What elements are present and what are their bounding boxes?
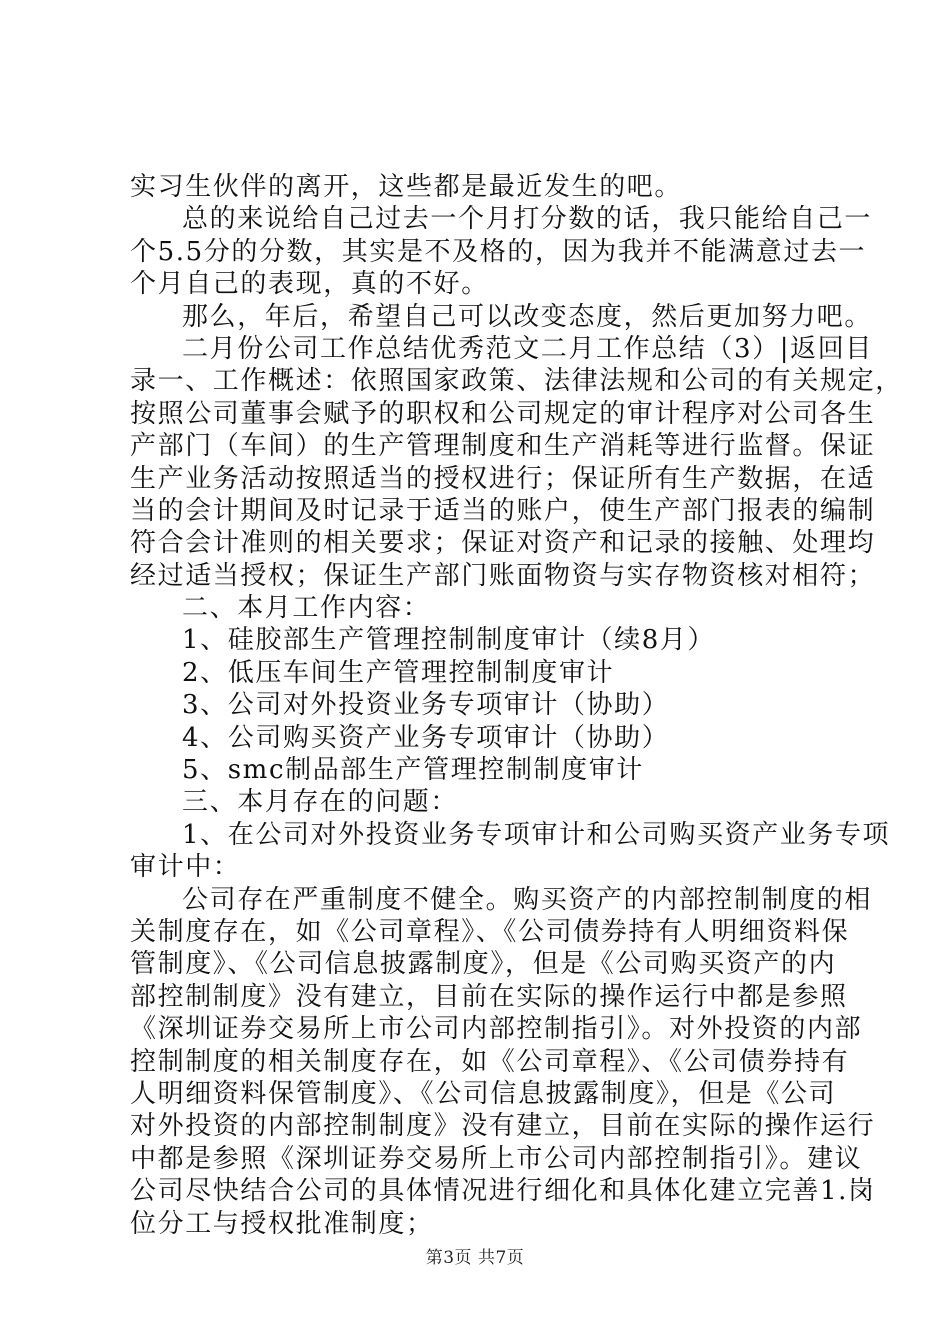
text-line: 总的来说给自己过去一个月打分数的话，我只能给自己一 bbox=[182, 204, 873, 235]
text-line: 4、公司购买资产业务专项审计（协助） bbox=[182, 722, 670, 753]
text-line: 位分工与授权批准制度； bbox=[130, 1208, 434, 1239]
text-line: 二月份公司工作总结优秀范文二月工作总结（3）|返回目 bbox=[182, 333, 873, 364]
text-line: 《深圳证券交易所上市公司内部控制指引》。对外投资的内部 bbox=[130, 1014, 863, 1045]
text-line: 公司存在严重制度不健全。购买资产的内部控制制度的相 bbox=[182, 884, 873, 915]
text-line: 二、本月工作内容： bbox=[182, 593, 431, 624]
text-line: 三、本月存在的问题： bbox=[182, 787, 459, 818]
text-line: 2、低压车间生产管理控制制度审计 bbox=[182, 657, 615, 688]
text-line: 按照公司董事会赋予的职权和公司规定的审计程序对公司各生 bbox=[130, 398, 876, 429]
document-body bbox=[130, 171, 903, 1240]
text-line: 5、smc制品部生产管理控制制度审计 bbox=[182, 755, 644, 786]
text-line: 个5.5分的分数，其实是不及格的，因为我并不能满意过去一 bbox=[130, 236, 867, 267]
text-line: 录一、工作概述：依照国家政策、法律法规和公司的有关规定， bbox=[130, 366, 903, 397]
text-line: 人明细资料保管制度》、《公司信息披露制度》，但是《公司 bbox=[130, 1078, 837, 1109]
text-line: 1、在公司对外投资业务专项审计和公司购买资产业务专项 bbox=[182, 819, 891, 850]
text-line: 中都是参照《深圳证券交易所上市公司内部控制指引》。建议 bbox=[130, 1143, 863, 1174]
text-line: 实习生伙伴的离开，这些都是最近发生的吧。 bbox=[130, 172, 683, 202]
text-line: 个月自己的表现，真的不好。 bbox=[130, 269, 489, 300]
page-footer: 第3页 共7页 bbox=[425, 1248, 525, 1268]
text-line: 产部门（车间）的生产管理制度和生产消耗等进行监督。保证 bbox=[130, 431, 876, 462]
text-line: 3、公司对外投资业务专项审计（协助） bbox=[182, 690, 670, 721]
text-line: 关制度存在，如《公司章程》、《公司债券持有人明细资料保 bbox=[130, 916, 850, 947]
text-line: 控制制度的相关制度存在，如《公司章程》、《公司债券持有 bbox=[130, 1046, 850, 1077]
text-line: 审计中： bbox=[130, 852, 241, 883]
text-line: 当的会计期间及时记录于适当的账户，使生产部门报表的编制 bbox=[130, 495, 876, 526]
text-line: 生产业务活动按照适当的授权进行；保证所有生产数据，在适 bbox=[130, 463, 876, 494]
text-line: 符合会计准则的相关要求；保证对资产和记录的接触、处理均 bbox=[130, 528, 876, 559]
text-line: 1、硅胶部生产管理控制制度审计（续8月） bbox=[182, 625, 716, 656]
text-line: 管制度》、《公司信息披露制度》，但是《公司购买资产的内 bbox=[130, 949, 837, 980]
text-line: 公司尽快结合公司的具体情况进行细化和具体化建立完善1.岗 bbox=[130, 1176, 876, 1207]
text-line: 部控制制度》没有建立，目前在实际的操作运行中都是参照 bbox=[130, 981, 848, 1012]
text-line: 经过适当授权；保证生产部门账面物资与实存物资核对相符； bbox=[130, 560, 876, 591]
text-line: 对外投资的内部控制制度》没有建立，目前在实际的操作运行 bbox=[130, 1111, 876, 1142]
text-line: 那么，年后，希望自己可以改变态度，然后更加努力吧。 bbox=[182, 301, 873, 332]
